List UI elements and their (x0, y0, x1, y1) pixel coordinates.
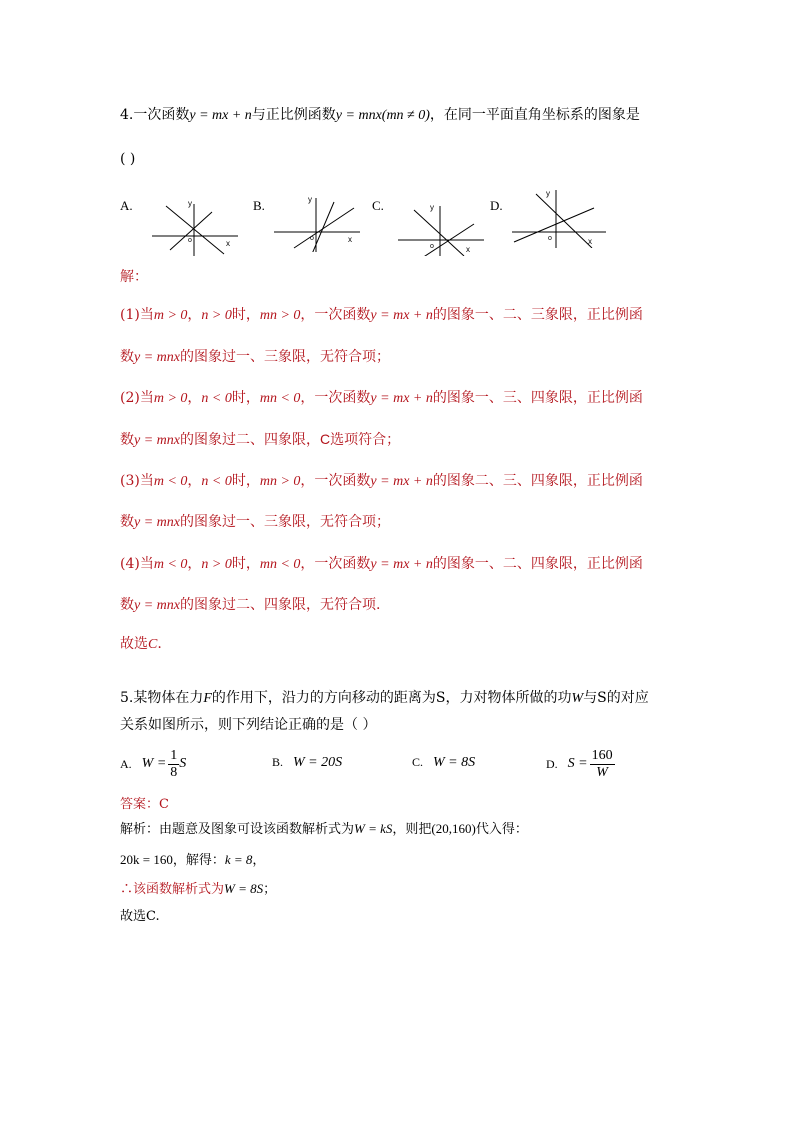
q4-final-answer: 故选C. (120, 636, 162, 652)
axis-label-y: y (430, 203, 434, 212)
q4-stem-text3: ，在同一平面直角坐标系的图象是 (429, 107, 640, 123)
formula-proportional: y = mnx(mn ≠ 0) (335, 108, 430, 123)
option-c-label: C. (372, 198, 384, 213)
q4-stem (120, 106, 640, 125)
q5-option-b: B. W = 20S (272, 755, 343, 770)
fraction-1-8: $\frac{1}{8}$ (170, 747, 178, 780)
q5-step-1: 20k = 160，解得：k = 8， (120, 852, 266, 868)
q5-step-2: ∴该函数解析式为W = 8S； (120, 881, 277, 897)
axis-label-x: x (348, 235, 352, 244)
fraction-160-w: $\frac{160}{W}$ (591, 747, 613, 780)
case-2-line2: 数y = mnx的图象过二、四象限，C选项符合； (120, 431, 401, 448)
case-2-line1: (2)当m > 0，n < 0时，mn < 0，一次函数y = mx + n的图象一、三、四象限，正比例函 (120, 390, 643, 406)
case-4-line2: 数y = mnx的图象过二、四象限，无符合项. (120, 597, 381, 613)
q5-analysis: 解析：由题意及图象可设该函数解析式为W = kS，则把(20,160)代入得： (120, 821, 528, 837)
axis-label-x: x (588, 237, 592, 246)
graph-a (150, 196, 242, 256)
option-a-label: A. (120, 198, 133, 213)
q5-answer: 答案：C (120, 797, 169, 812)
q5-final-answer: 故选C. (120, 909, 160, 924)
q5-option-a: A. W = $\frac{1}{8}$ S (120, 747, 187, 780)
axis-label-y: y (546, 189, 550, 198)
case-4-line1: (4)当m < 0，n > 0时，mn < 0，一次函数y = mx + n的图象一、二、四象限，正比例函 (120, 556, 643, 572)
graph-b (272, 192, 364, 252)
axis-label-y: y (188, 199, 192, 208)
q5-stem-line2: 关系如图所示，则下列结论正确的是（ ） (120, 717, 377, 733)
graph-c (396, 196, 488, 256)
case-3-line1: (3)当m < 0，n < 0时，mn > 0，一次函数y = mx + n的图象二、三、四象限，正比例函 (120, 473, 643, 489)
graph-d (510, 186, 610, 248)
q4-stem-text2: 与正比例函数 (251, 107, 336, 123)
origin-label: o (188, 237, 192, 244)
q5-option-d: D. S = $\frac{160}{W}$ (546, 747, 613, 780)
option-d-label: D. (490, 198, 503, 213)
origin-label: o (548, 235, 552, 242)
axis-label-x: x (466, 245, 470, 254)
case-1-line1: (1)当m > 0，n > 0时，mn > 0，一次函数y = mx + n的图象一、二、三象限，正比例函 (120, 307, 643, 323)
option-b-label: B. (253, 198, 265, 213)
axis-label-y: y (308, 195, 312, 204)
solution-title: 解： (120, 269, 148, 285)
q5-option-c: C. W = 8S (412, 755, 476, 770)
origin-label: o (430, 243, 434, 250)
axis-label-x: x (226, 239, 230, 248)
case-1-line2: 数y = mnx的图象过一、三象限，无符合项； (120, 349, 390, 365)
formula-linear: y = mx + n (189, 108, 252, 123)
q4-paren: ( ) (120, 151, 136, 167)
origin-label: o (310, 235, 314, 242)
case-3-line2: 数y = mnx的图象过一、三象限，无符合项； (120, 514, 390, 530)
q5-stem-line1: 5.某物体在力F的作用下，沿力的方向移动的距离为S，力对物体所做的功W与S的对应 (120, 690, 649, 706)
q4-stem-text: 4.一次函数 (120, 107, 190, 123)
